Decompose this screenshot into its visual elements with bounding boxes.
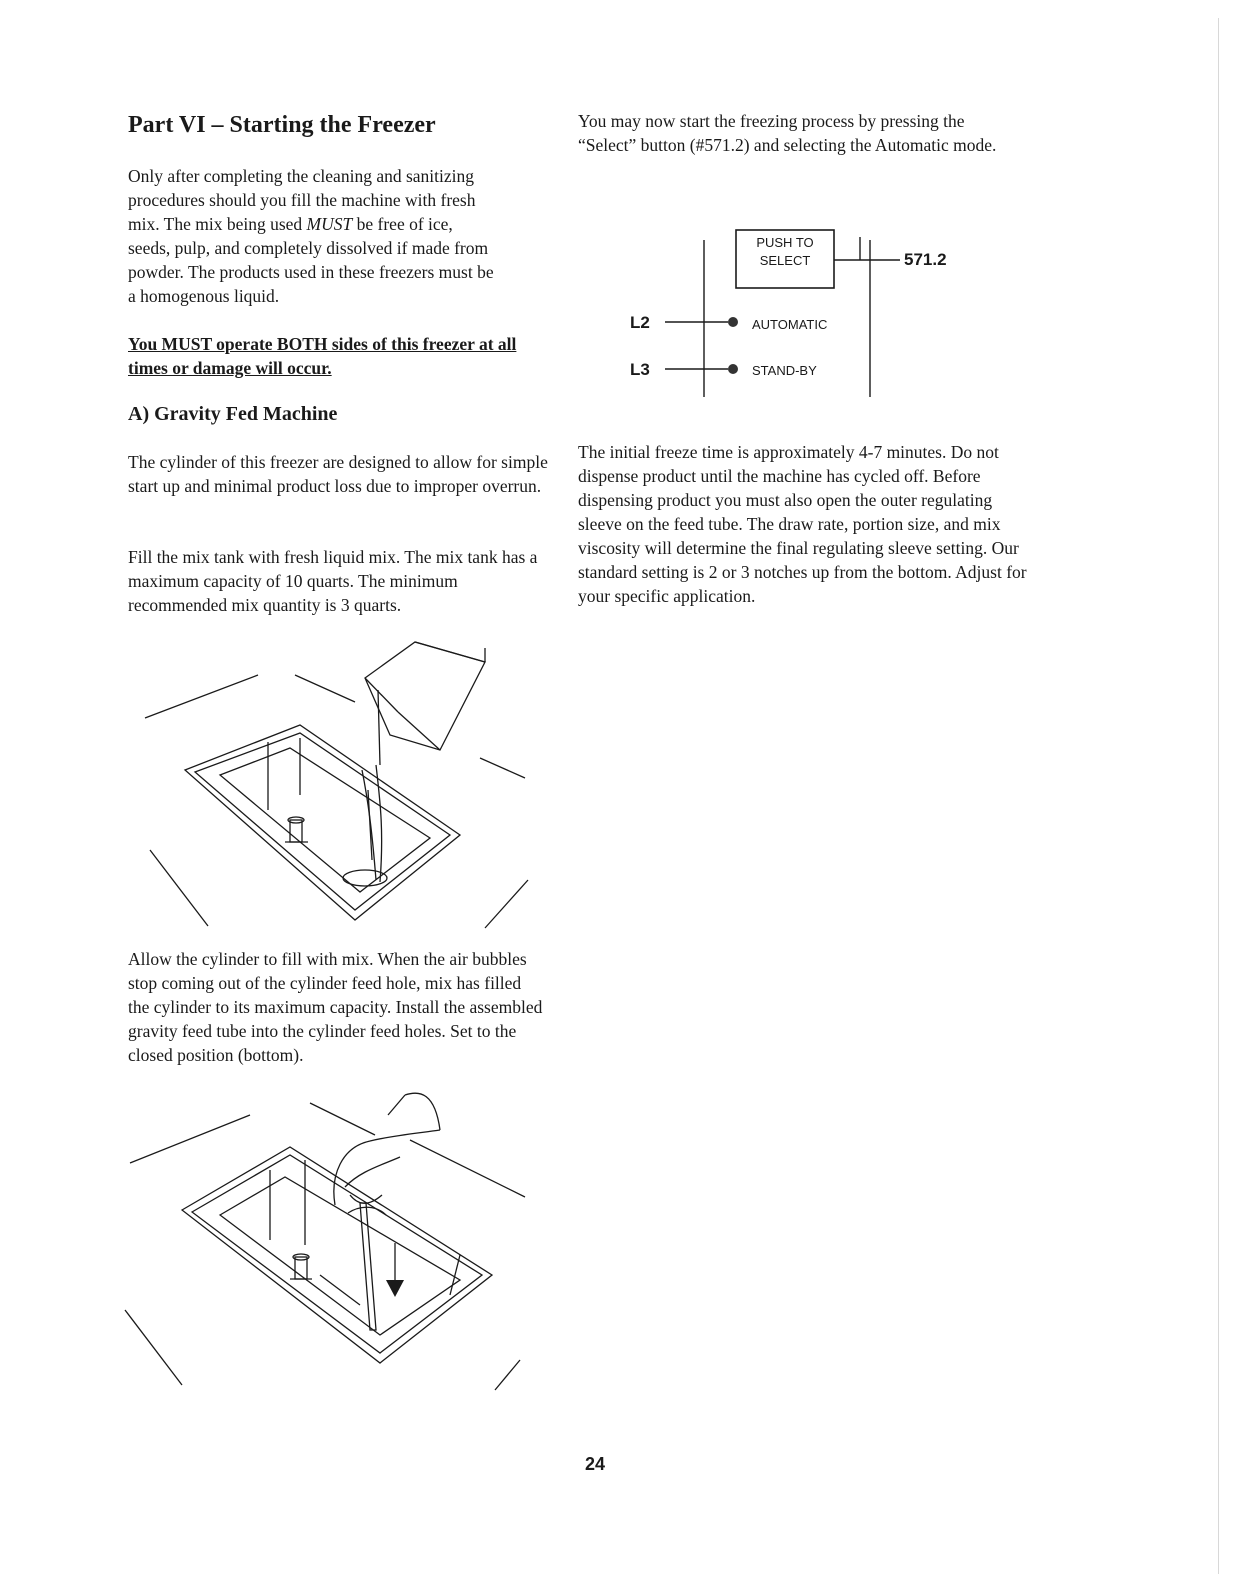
paragraph-allow: Allow the cylinder to fill with mix. When the air bubbles stop coming out of the cylinder feed hole, mix has filled the cylinder to its maximum capacity. Install the assembled gravity feed tube into the cylinder feed holes. Set to the closed position (bottom). [128,949,543,1065]
paragraph-fill: Fill the mix tank with fresh liquid mix. The mix tank has a maximum capacity of 10 quarts. The minimum recommended mix quantity is 3 quarts. [128,547,538,615]
page-title: Part VI – Starting the Freezer [128,112,436,138]
standby-lamp-icon [728,364,738,374]
section-heading: A) Gravity Fed Machine [128,403,338,425]
select-button-ref-label: 571.2 [904,250,947,269]
automatic-lamp-icon [728,317,738,327]
push-to-select-line2: SELECT [759,253,811,268]
automatic-mode-label: AUTOMATIC [752,317,828,332]
page-number: 24 [585,1454,606,1474]
page-edge-line [1218,18,1219,1574]
paragraph-cylinder: The cylinder of this freezer are designed to allow for simple start up and minimal product loss due to improper overrun. [128,452,548,496]
standby-mode-label: STAND-BY [752,363,817,378]
pour-mix-illustration [140,630,540,940]
paragraph-freeze: The initial freeze time is approximately 4-7 minutes. Do not dispense product until the machine has cycled off. Before dispensing product you must also open the outer regulating sleeve on the feed tube. The draw rate, portion size, and mix viscosity will determine the final regulating sleeve setting. Our standard setting is 2 or 3 notches up from the bottom. Adjust for your specific application. [578,442,1027,606]
paragraph-start: You may now start the freezing process by pressing the “Select” button (#571.2) and selecting the Automatic mode. [578,111,997,155]
line-l3-label: L3 [630,360,650,379]
intro-paragraph: Only after completing the cleaning and sanitizing procedures should you fill the machine with fresh mix. The mix being used MUST be free of ice, seeds, pulp, and completely dissolved if made from powder. The products used in these freezers must be a homogenous liquid. [128,166,494,306]
warning-notice: You MUST operate BOTH sides of this freezer at all times or damage will occur. [128,334,517,378]
select-switch-schematic [620,225,980,400]
install-feed-tube-illustration [120,1075,540,1395]
push-to-select-line1: PUSH TO [756,235,814,250]
line-l2-label: L2 [630,313,650,332]
